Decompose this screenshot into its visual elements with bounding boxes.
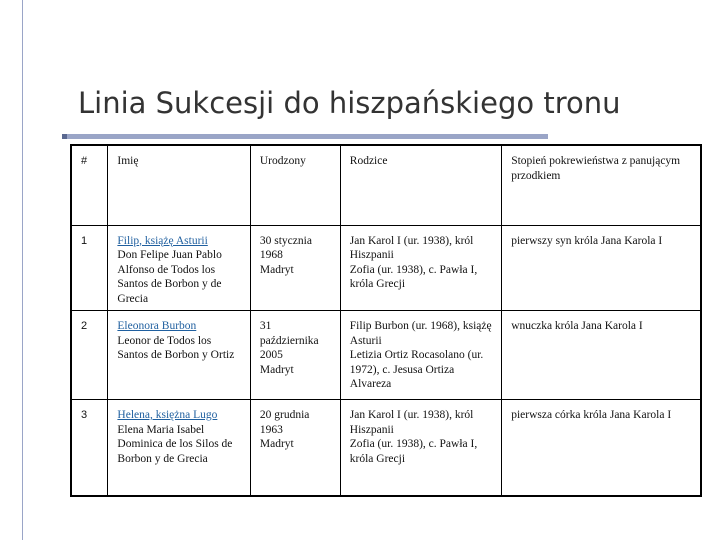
header-number: # <box>71 145 108 225</box>
succession-table <box>70 144 702 497</box>
full-name: Don Felipe Juan Pablo Alfonso de Todos los Santos de Borbon y de Grecia <box>117 249 222 305</box>
person-link[interactable]: Eleonora Burbon <box>117 320 197 332</box>
born-place: Madryt <box>259 263 294 276</box>
person-link[interactable]: Filip, książę Asturii <box>117 234 208 247</box>
born-date: 30 stycznia <box>259 234 312 247</box>
born-date: 20 grudnia <box>259 409 310 421</box>
parent-father: Jan Karol I (ur. 1938), król Hiszpanii <box>349 234 474 261</box>
table-row <box>71 311 701 400</box>
header-name: Imię <box>108 145 250 225</box>
born-cell <box>250 400 340 496</box>
parent-mother: Zofia (ur. 1938), c. Pawła I, króla Grecji <box>349 263 478 290</box>
parent-father: Jan Karol I (ur. 1938), król Hiszpanii <box>349 409 474 436</box>
relation-cell: pierwszy syn króla Jana Karola I <box>502 225 701 311</box>
relation-cell: wnuczka króla Jana Karola I <box>502 311 701 400</box>
header-relation: Stopień pokrewieństwa z panującym przodkiem <box>502 145 701 225</box>
full-name: Leonor de Todos los Santos de Borbon y Ortiz <box>117 334 235 361</box>
slide-title: Linia Sukcesji do hiszpańskiego tronu <box>78 86 621 120</box>
relation-cell: pierwsza córka króla Jana Karola I <box>502 400 701 496</box>
name-cell <box>108 311 250 400</box>
parents-cell <box>340 225 501 311</box>
parents-cell <box>340 400 501 496</box>
born-year: 2005 <box>259 349 283 361</box>
born-place: Madryt <box>259 438 294 450</box>
slide-left-rule <box>22 0 23 540</box>
title-underline-accent <box>62 134 67 139</box>
parent-mother: Zofia (ur. 1938), c. Pawła I, króla Grecji <box>349 438 478 465</box>
born-year: 1968 <box>259 249 283 261</box>
full-name: Elena Maria Isabel Dominica de los Silos de Borbon y de Grecia <box>117 423 233 465</box>
header-parents: Rodzice <box>340 145 501 225</box>
table-row <box>71 400 701 496</box>
born-year: 1963 <box>259 423 283 436</box>
name-cell <box>108 400 250 496</box>
table-header-row <box>71 145 701 225</box>
born-place: Madryt <box>259 363 294 376</box>
parents-cell <box>340 311 501 400</box>
header-born: Urodzony <box>250 145 340 225</box>
born-cell <box>250 311 340 400</box>
table-row <box>71 225 701 311</box>
row-number: 2 <box>71 311 108 400</box>
name-cell <box>108 225 250 311</box>
born-date: 31 października <box>259 320 319 347</box>
row-number: 3 <box>71 400 108 496</box>
parent-mother: Letizia Ortiz Rocasolano (ur. 1972), c. Jesusa Ortiza Alvareza <box>349 349 484 390</box>
born-cell <box>250 225 340 311</box>
person-link[interactable]: Helena, księżna Lugo <box>117 409 218 421</box>
row-number: 1 <box>71 225 108 311</box>
parent-father: Filip Burbon (ur. 1968), książę Asturii <box>349 320 492 347</box>
title-underline-bar <box>62 134 548 139</box>
